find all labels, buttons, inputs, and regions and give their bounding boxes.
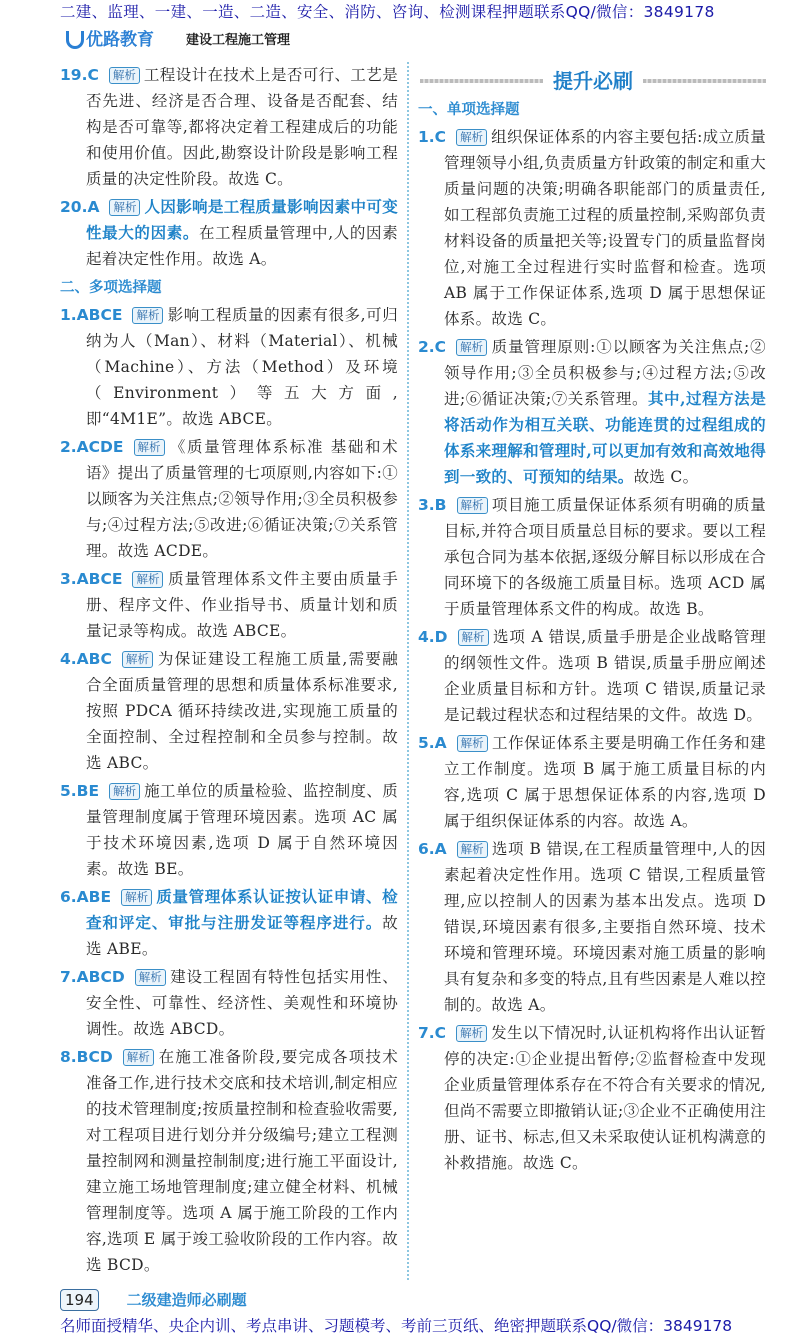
section-heading-single-choice: 一、单项选择题: [418, 102, 520, 118]
answer-number: 5.BE: [60, 782, 100, 800]
analysis-tag: 解析: [456, 339, 487, 356]
answer-number: 3.ABCE: [60, 570, 123, 588]
answer-text: 质量管理原则:①以顾客为关注焦点;②领导作用;③全员积极参与;④过程方法;⑤改进;⑥循证决策;⑦关系管理。: [444, 338, 766, 408]
answer-number: 4.ABC: [60, 650, 112, 668]
header-promo: 二建、监理、一建、一造、二造、安全、消防、咨询、检测课程押题联系QQ/微信：3849178: [60, 3, 715, 21]
page-footer: [60, 1280, 800, 1344]
analysis-tag: 解析: [132, 307, 163, 324]
answer-item: [60, 884, 398, 962]
answer-highlight: 其中,过程方法是将活动作为相互关联、功能连贯的过程组成的体系来理解和管理时,可以更加有效和高效地得到一致的、可预知的结果。: [444, 389, 766, 486]
answer-number: 7.C: [418, 1024, 447, 1042]
answer-text: 在工程质量管理中,人的因素起着决定性作用。故选 A。: [86, 224, 399, 268]
answer-number: 2.ACDE: [60, 438, 124, 456]
answer-text: 项目施工质量保证体系须有明确的质量目标,并符合项目质量总目标的要求。要以工程承包合同为基本依据,逐级分解目标以形成在合同环境下的各级施工质量目标。选项 ACD 属于质量管理体系文件的构成。故选 B。: [444, 496, 766, 618]
footer-row: [60, 1288, 800, 1312]
answer-text: 故选 C。: [633, 468, 699, 486]
analysis-tag: 解析: [132, 571, 163, 588]
analysis-tag: 解析: [109, 67, 140, 84]
answer-text: 选项 B 错误,在工程质量管理中,人的因素起着决定性作用。选项 C 错误,工程质量管理,应以控制人的因素为基本出发点。选项 D 错误,环境因素有很多,主要指自然环境、技术环境和管理环境。环境因素对施工质量的影响具有复杂和多变的特点,且有些因素是人难以控制的。故选 A。: [444, 840, 766, 1014]
answer-item: [418, 624, 766, 728]
answer-number: 5.A: [418, 734, 447, 752]
answer-item: [60, 964, 398, 1042]
answer-item: [418, 124, 766, 332]
analysis-tag: 解析: [458, 629, 489, 646]
answer-item: [60, 646, 398, 776]
answer-item: [60, 302, 398, 432]
logo-text: 优路教育: [86, 30, 154, 50]
answer-highlight: 人因影响是工程质量影响因素中可变性最大的因素。: [86, 197, 398, 242]
answer-text: 在施工准备阶段,要完成各项技术准备工作,进行技术交底和技术培训,制定相应的技术管理制度;按质量控制和检查验收需要,对工程项目进行划分并分级编号;建立工程测量控制网和测量控制制度;进行施工平面设计,建立施工场地管理制度;建立健全材料、机械管理制度等。选项 A 属于施工阶段的工作内容,选项 E 属于竣工验收阶段的工作内容。故选 BCD。: [86, 1048, 398, 1274]
answer-number: 6.ABE: [60, 888, 112, 906]
answer-number: 20.A: [60, 198, 100, 216]
answer-text: 选项 A 错误,质量手册是企业战略管理的纲领性文件。选项 B 错误,质量手册应阐述企业质量目标和方针。选项 C 错误,质量记录是记载过程状态和过程结果的文件。故选 D。: [444, 628, 766, 724]
analysis-tag: 解析: [457, 497, 488, 514]
analysis-tag: 解析: [456, 1025, 487, 1042]
page-number: 194: [60, 1289, 99, 1311]
banner-rule: [420, 79, 543, 83]
answer-item: [418, 334, 766, 490]
answer-number: 19.C: [60, 66, 99, 84]
page-header: [0, 0, 800, 60]
analysis-tag: 解析: [135, 969, 166, 986]
analysis-tag: 解析: [109, 199, 140, 216]
answer-number: 6.A: [418, 840, 447, 858]
answer-text: 工作保证体系主要是明确工作任务和建立工作制度。选项 B 属于施工质量目标的内容,选项 C 属于思想保证体系的内容,选项 D 属于组织保证体系的内容。故选 A。: [444, 734, 766, 830]
answer-item: [60, 566, 398, 644]
answer-text: 《质量管理体系标准 基础和术语》提出了质量管理的七项原则,内容如下:①以顾客为关注焦点;②领导作用;③全员积极参与;④过程方法;⑤改进;⑥循证决策;⑦关系管理。故选 ACDE。: [86, 438, 398, 560]
answer-text: 组织保证体系的内容主要包括:成立质量管理领导小组,负责质量方针政策的制定和重大质量问题的决策;明确各职能部门的质量责任,如工程部负责施工过程的质量控制,采购部负责材料设备的质量把关等;设置专门的质量监督岗位,对施工全过程进行实时监督和检查。选项 AB 属于工作保证体系,选项 D 属于思想保证体系。故选 C。: [444, 128, 766, 328]
analysis-tag: 解析: [109, 783, 140, 800]
subject-title: 建设工程施工管理: [186, 33, 291, 48]
answer-number: 4.D: [418, 628, 448, 646]
answer-number: 1.ABCE: [60, 306, 123, 324]
answer-item: [418, 1020, 766, 1176]
section-banner: [420, 66, 766, 96]
right-column: [418, 62, 766, 1280]
logo-icon: [66, 31, 84, 49]
analysis-tag: 解析: [121, 889, 152, 906]
analysis-tag: 解析: [123, 1049, 154, 1066]
analysis-tag: 解析: [134, 439, 165, 456]
answer-item: [60, 778, 398, 882]
answer-number: 3.B: [418, 496, 447, 514]
banner-rule: [643, 79, 766, 83]
footer-promo: 名师面授精华、央企内训、考点串讲、习题模考、考前三页纸、绝密押题联系QQ/微信：3849178: [60, 1317, 733, 1335]
answer-text: 质量管理体系文件主要由质量手册、程序文件、作业指导书、质量计划和质量记录等构成。故选 ABCE。: [86, 570, 398, 640]
analysis-tag: 解析: [122, 651, 153, 668]
answer-number: 7.ABCD: [60, 968, 125, 986]
column-divider: [407, 62, 409, 1280]
analysis-tag: 解析: [456, 129, 487, 146]
answer-item: [418, 730, 766, 834]
answer-item: [418, 492, 766, 622]
book-title: 二级建造师必刷题: [126, 1291, 247, 1309]
answer-number: 8.BCD: [60, 1048, 113, 1066]
answer-item: [60, 194, 398, 272]
answer-number: 1.C: [418, 128, 447, 146]
page-content: [0, 62, 800, 1280]
answer-number: 2.C: [418, 338, 447, 356]
answer-text: 建设工程固有特性包括实用性、安全性、可靠性、经济性、美观性和环境协调性。故选 ABCD。: [86, 968, 398, 1038]
answer-item: [418, 836, 766, 1018]
section-banner-title: 提升必刷: [553, 69, 633, 93]
answer-text: 施工单位的质量检验、监控制度、质量管理制度属于管理环境因素。选项 AC 属于技术环境因素,选项 D 属于自然环境因素。故选 BE。: [86, 782, 398, 878]
section-heading-multiple-choice: 二、多项选择题: [60, 280, 162, 296]
answer-item: [60, 62, 398, 192]
analysis-tag: 解析: [457, 841, 488, 858]
logo: [66, 29, 154, 51]
answer-item: [60, 1044, 398, 1278]
analysis-tag: 解析: [457, 735, 488, 752]
answer-item: [60, 434, 398, 564]
answer-text: 影响工程质量的因素有很多,可归纳为人（Man）、材料（Material）、机械（Machine）、方法（Method）及环境（Environment）等五大方面,即“4M1E”。故选 ABCE。: [86, 306, 398, 428]
answer-highlight: 质量管理体系认证按认证申请、检查和评定、审批与注册发证等程序进行。: [86, 887, 398, 932]
left-column: [60, 62, 398, 1280]
answer-text: 工程设计在技术上是否可行、工艺是否先进、经济是否合理、设备是否配套、结构是否可靠等,都将决定着工程建成后的功能和使用价值。因此,勘察设计阶段是影响工程质量的决定性阶段。故选 C。: [86, 66, 398, 188]
answer-text: 故选 ABE。: [86, 914, 398, 958]
answer-text: 为保证建设工程施工质量,需要融合全面质量管理的思想和质量体系标准要求,按照 PDCA 循环持续改进,实现施工质量的全面控制、全过程控制和全员参与控制。故选 ABC。: [86, 650, 398, 772]
answer-text: 发生以下情况时,认证机构将作出认证暂停的决定:①企业提出暂停;②监督检查中发现企业质量管理体系存在不符合有关要求的情况,但尚不需要立即撤销认证;③企业不正确使用注册、证书、标志,但又未采取使认证机构满意的补救措施。故选 C。: [444, 1024, 766, 1172]
